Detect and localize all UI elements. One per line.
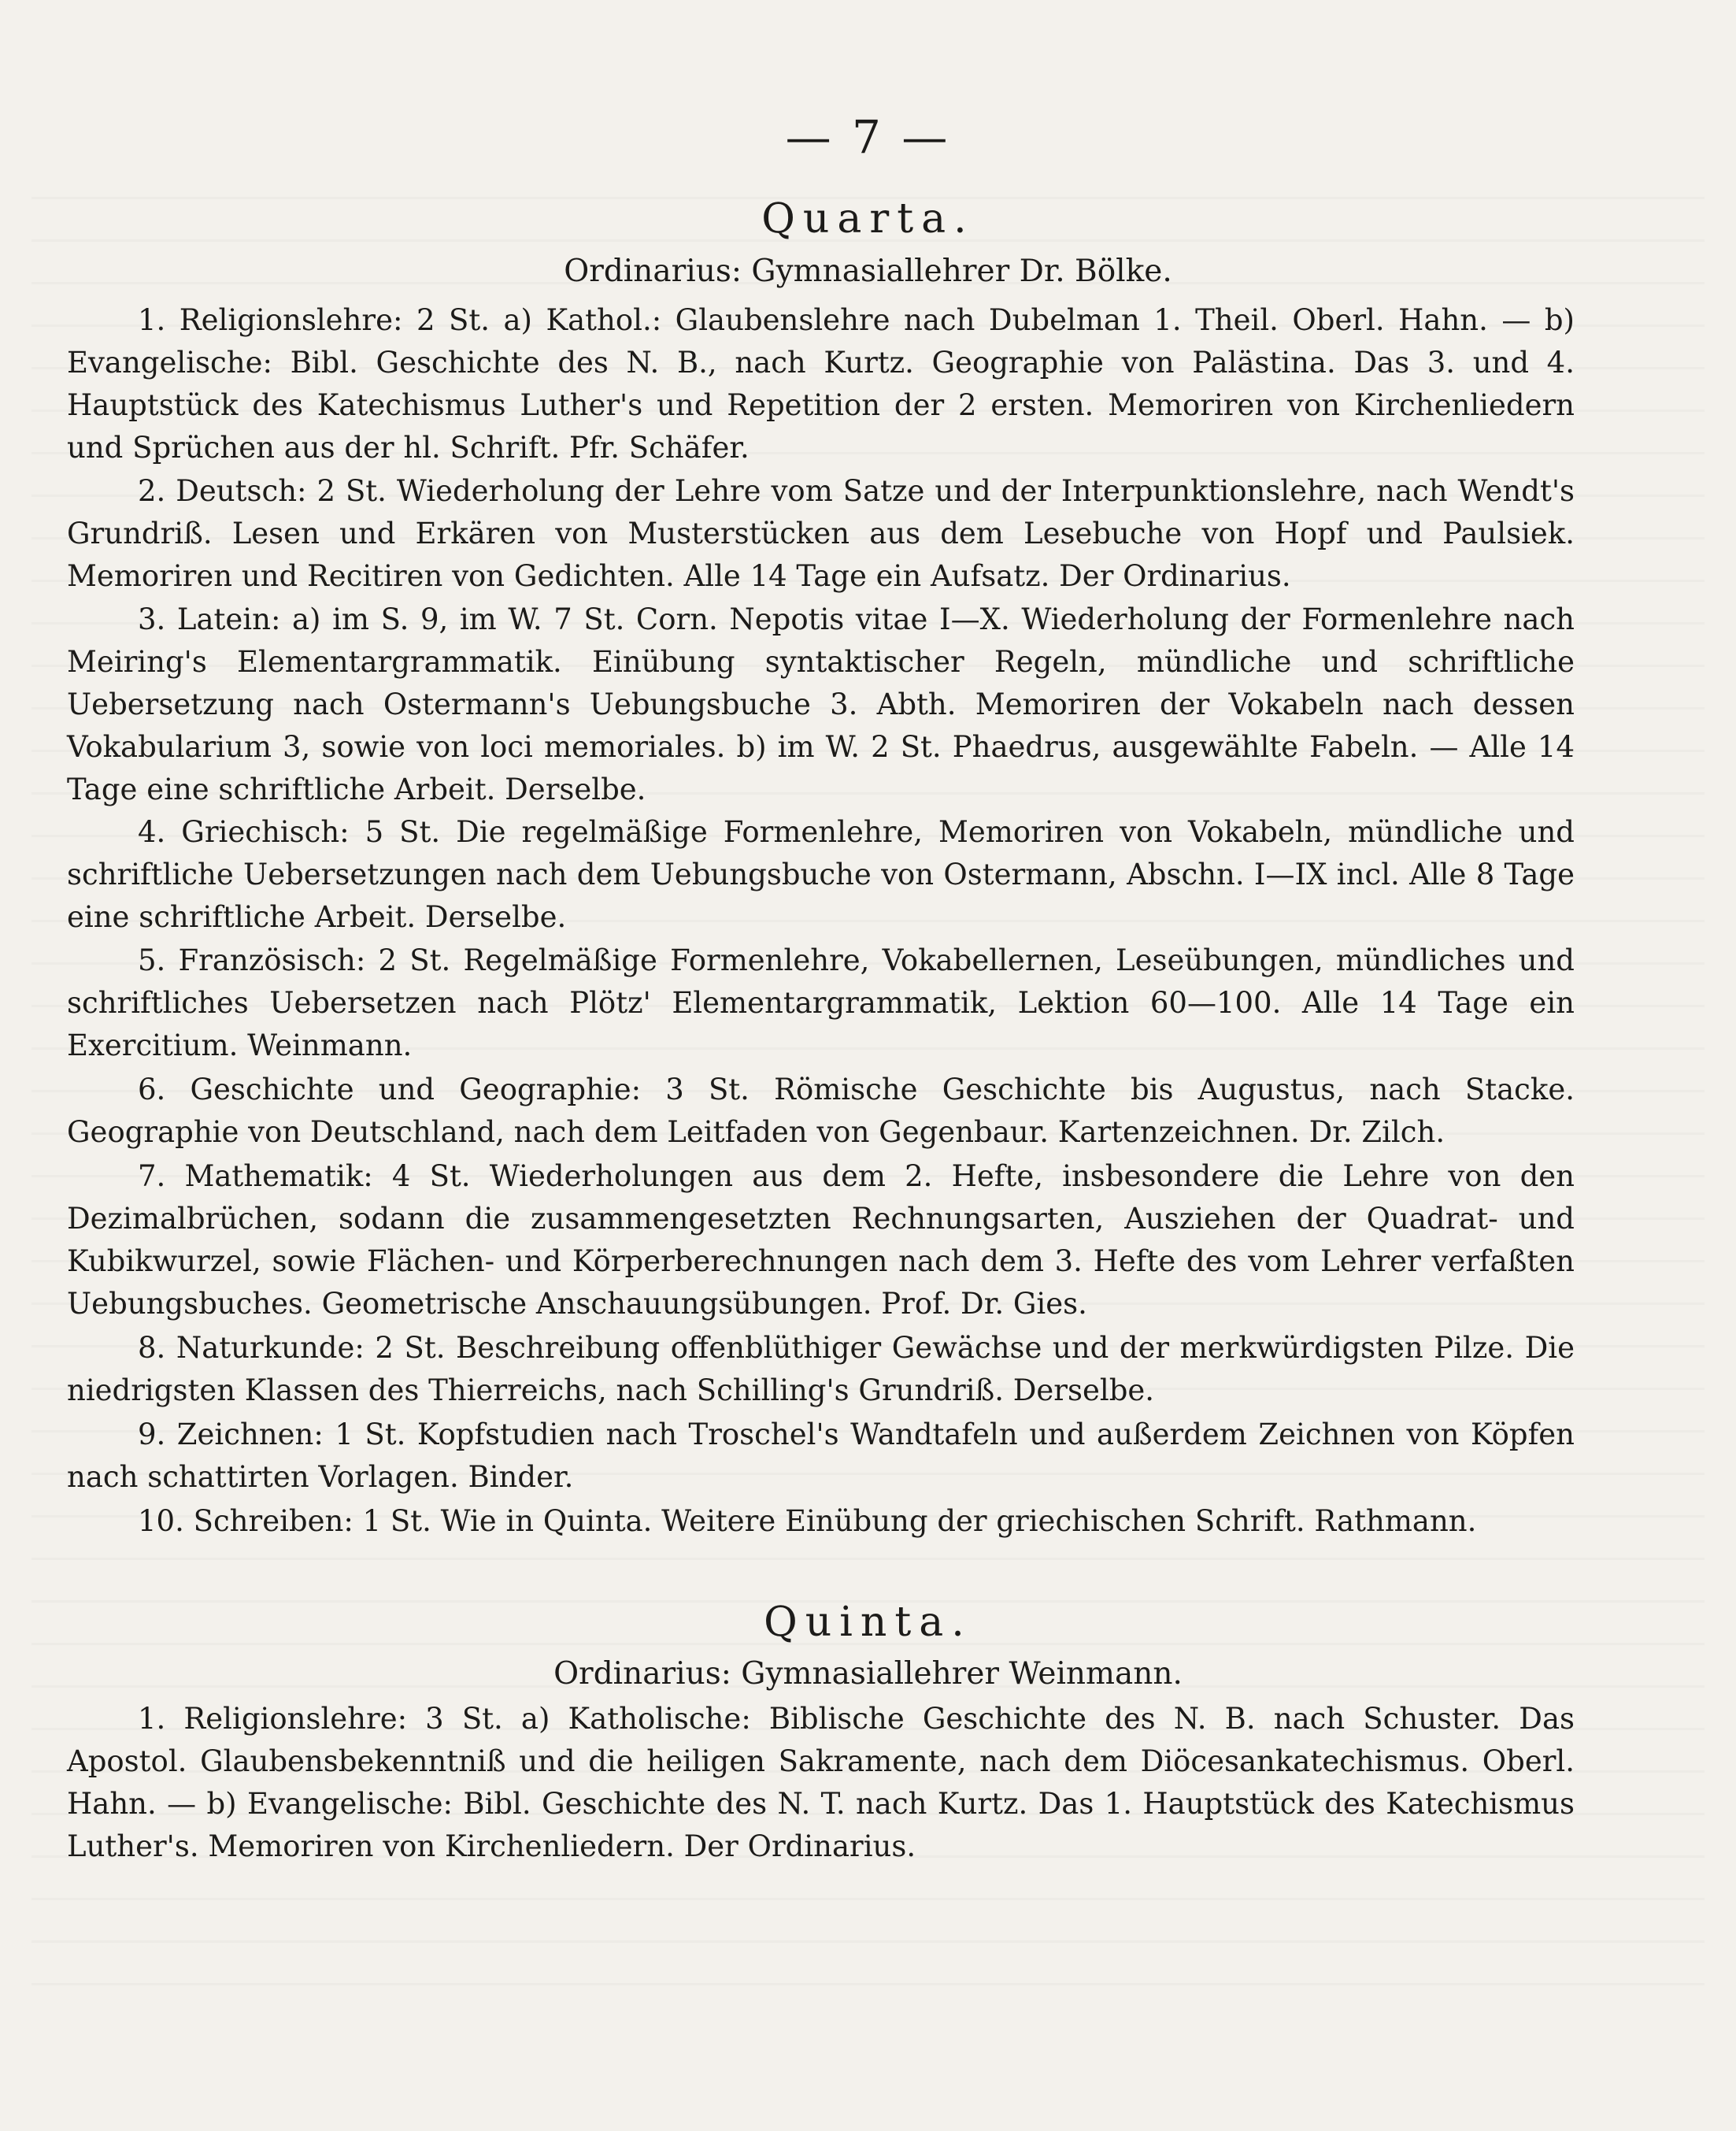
ordinarius-quinta: Ordinarius: Gymnasiallehrer Weinmann. — [553, 1656, 1183, 1692]
quarta-item-franzoesisch: 5. Französisch: 2 St. Regelmäßige Formenlehre, Vokabellernen, Leseübungen, mündliches und schriftliches Uebersetzen nach Plötz' Elementargrammatik, Lektion 60—100. Alle 14 Tage ein Exercitium. Weinmann. — [67, 943, 1575, 1062]
quarta-item-religion: 1. Religionslehre: 2 St. a) Kathol.: Glaubenslehre nach Dubelman 1. Theil. Oberl. Hahn. — b) Evangelische: Bibl. Geschichte des N. B., nach Kurtz. Geographie von Palästina. Das 3. und 4. Hauptstück des Katechismus Luther's und Repetition der 2 ersten. Memoriren von Kirchenliedern und Sprüchen aus der hl. Schrift. Pfr. Schäfer. — [67, 303, 1575, 465]
quarta-item-schreiben: 10. Schreiben: 1 St. Wie in Quinta. Weitere Einübung der griechischen Schrift. Rathmann. — [138, 1504, 1477, 1538]
quarta-item-geschichte: 6. Geschichte und Geographie: 3 St. Römische Geschichte bis Augustus, nach Stacke. Geographie von Deutschland, nach dem Leitfaden von Gegenbaur. Kartenzeichnen. Dr. Zilch. — [67, 1073, 1575, 1149]
quarta-item-deutsch: 2. Deutsch: 2 St. Wiederholung der Lehre vom Satze und der Interpunktionslehre, nach Wendt's Grundriß. Lesen und Erkären von Musterstücken aus dem Lesebuche von Hopf und Paulsiek. Memoriren und Recitiren von Gedichten. Alle 14 Tage ein Aufsatz. Der Ordinarius. — [67, 474, 1575, 593]
page-number: — 7 — — [785, 110, 951, 164]
quarta-item-naturkunde: 8. Naturkunde: 2 St. Beschreibung offenblüthiger Gewächse und der merkwürdigsten Pilze. Die niedrigsten Klassen des Thierreichs, nach Schilling's Grundriß. Derselbe. — [67, 1331, 1575, 1407]
quarta-item-zeichnen: 9. Zeichnen: 1 St. Kopfstudien nach Troschel's Wandtafeln und außerdem Zeichnen von Köpfen nach schattirten Vorlagen. Binder. — [67, 1418, 1575, 1494]
section-title-quinta: Quinta. — [764, 1599, 972, 1646]
quarta-item-griechisch: 4. Griechisch: 5 St. Die regelmäßige Formenlehre, Memoriren von Vokabeln, mündliche und schriftliche Uebersetzungen nach dem Uebungsbuche von Ostermann, Abschn. I—IX incl. Alle 8 Tage eine schriftliche Arbeit. Derselbe. — [67, 815, 1575, 934]
quarta-item-mathematik: 7. Mathematik: 4 St. Wiederholungen aus dem 2. Hefte, insbesondere die Lehre von den Dezimalbrüchen, sodann die zusammengesetzten Rechnungsarten, Ausziehen der Quadrat- und Kubikwurzel, sowie Flächen- und Körperberechnungen nach dem 3. Hefte des vom Lehrer verfaßten Uebungsbuches. Geometrische Anschauungsübungen. Prof. Dr. Gies. — [67, 1159, 1575, 1321]
section-title-quarta: Quarta. — [761, 195, 975, 243]
quarta-item-latein: 3. Latein: a) im S. 9, im W. 7 St. Corn. Nepotis vitae I—X. Wiederholung der Formenlehre nach Meiring's Elementargrammatik. Einübung syntaktischer Regeln, mündliche und schriftliche Uebersetzung nach Ostermann's Uebungsbuche 3. Abth. Memoriren der Vokabeln nach dessen Vokabularium 3, sowie von loci memoriales. b) im W. 2 St. Phaedrus, ausgewählte Fabeln. — Alle 14 Tage eine schriftliche Arbeit. Derselbe. — [67, 602, 1575, 806]
quinta-item-religion: 1. Religionslehre: 3 St. a) Katholische: Biblische Geschichte des N. B. nach Schuster. Das Apostol. Glaubensbekenntniß und die heiligen Sakramente, nach dem Diöcesankatechismus. Oberl. Hahn. — b) Evangelische: Bibl. Geschichte des N. T. nach Kurtz. Das 1. Hauptstück des Katechismus Luther's. Memoriren von Kirchenliedern. Der Ordinarius. — [67, 1702, 1575, 1863]
ordinarius-quarta: Ordinarius: Gymnasiallehrer Dr. Bölke. — [564, 254, 1172, 289]
